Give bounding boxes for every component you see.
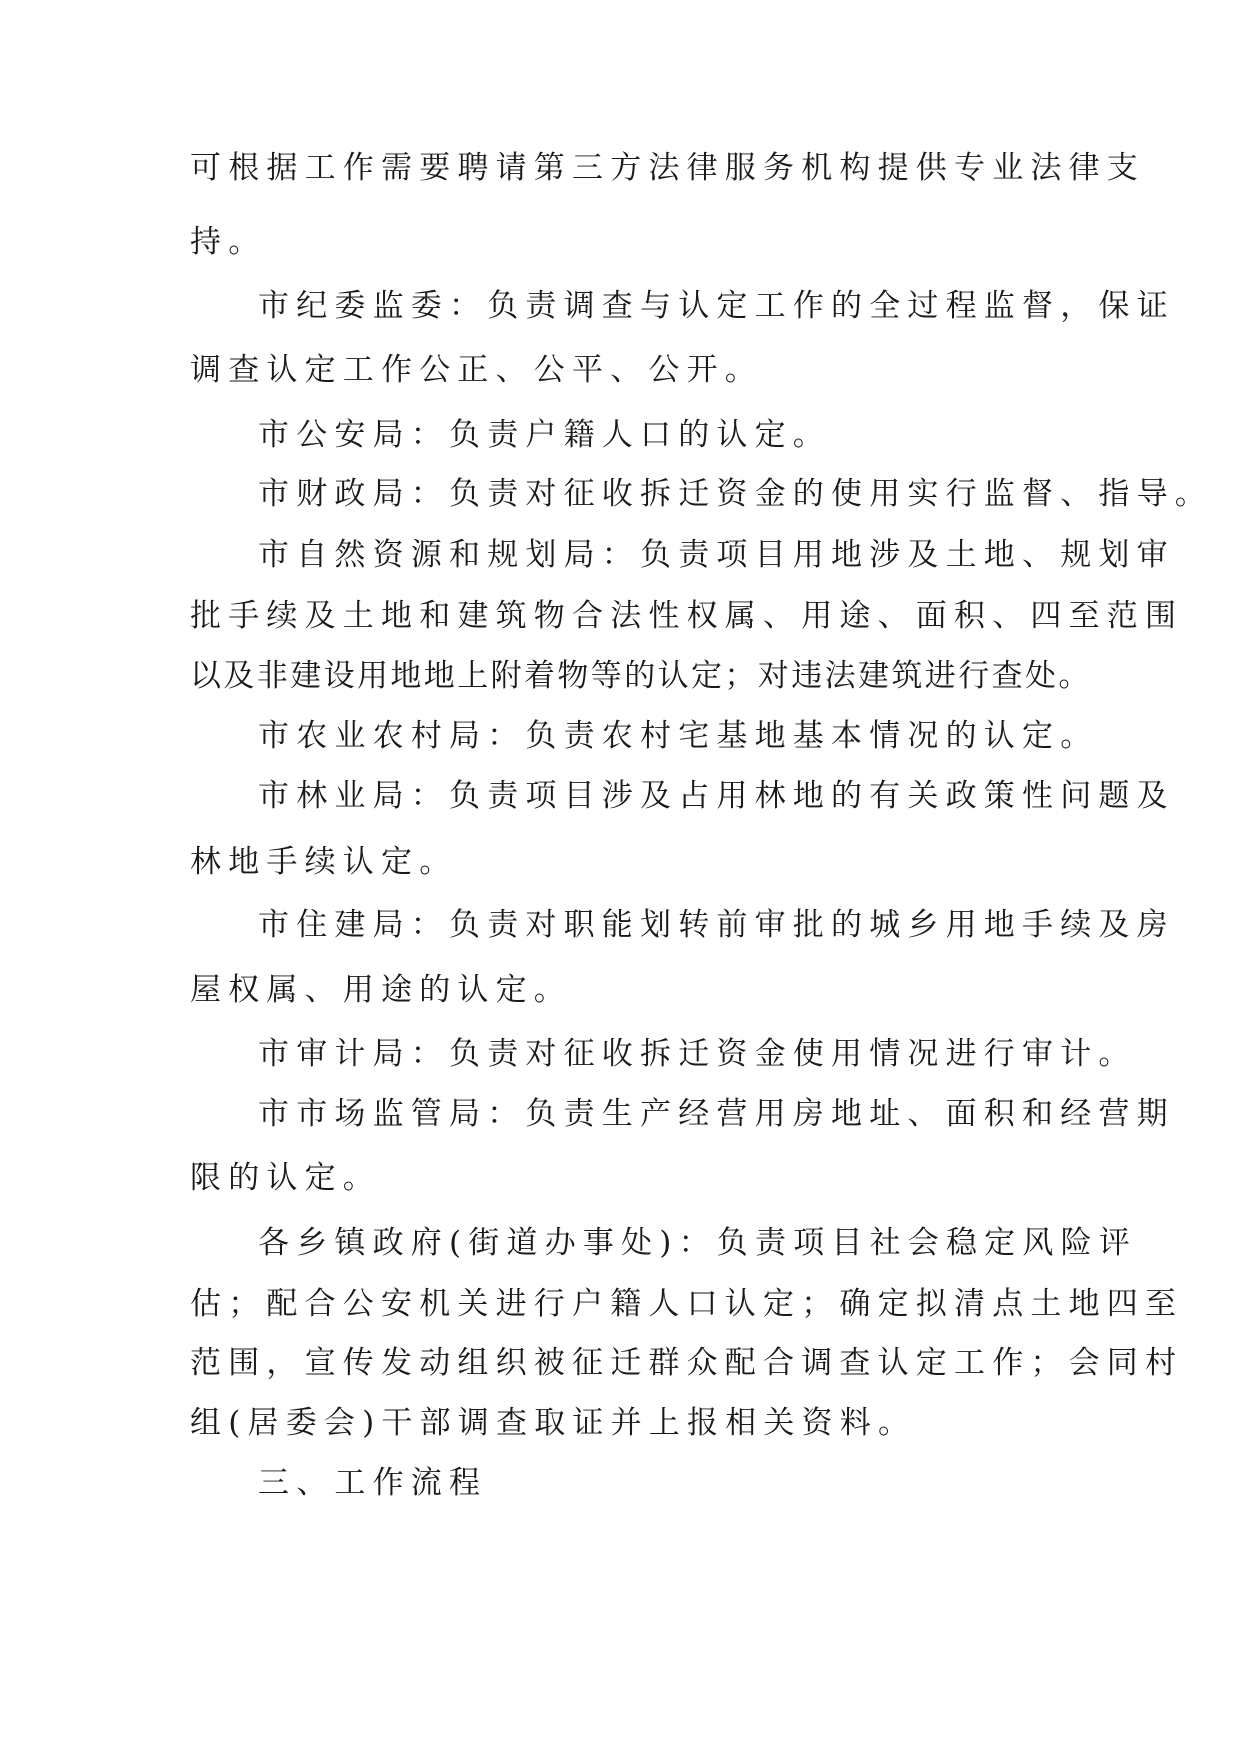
text-line: 市林业局：负责项目涉及占用林地的有关政策性问题及 <box>258 778 1175 814</box>
text-line: 林地手续认定。 <box>190 844 458 880</box>
text-line: 批手续及土地和建筑物合法性权属、用途、面积、四至范围 <box>190 598 1184 634</box>
text-line: 市公安局：负责户籍人口的认定。 <box>258 417 831 453</box>
text-line: 屋权属、用途的认定。 <box>190 972 572 1008</box>
text-line: 市市场监管局：负责生产经营用房地址、面积和经营期 <box>258 1096 1175 1132</box>
text-line: 市财政局：负责对征收拆迁资金的使用实行监督、指导。 <box>258 476 1213 512</box>
text-line: 市住建局：负责对职能划转前审批的城乡用地手续及房 <box>258 907 1175 943</box>
text-line: 限的认定。 <box>190 1160 381 1196</box>
text-line: 调查认定工作公正、公平、公开。 <box>190 352 763 388</box>
text-line: 可根据工作需要聘请第三方法律服务机构提供专业法律支 <box>190 150 1145 186</box>
text-line: 各乡镇政府(街道办事处)：负责项目社会稳定风险评 <box>258 1225 1137 1261</box>
text-line: 持。 <box>190 224 267 260</box>
text-line: 组(居委会)干部调查取证并上报相关资料。 <box>190 1405 917 1441</box>
text-line: 市农业农村局：负责农村宅基地基本情况的认定。 <box>258 718 1099 754</box>
section-heading: 三、工作流程 <box>258 1465 488 1501</box>
text-line: 范围，宣传发动组织被征迁群众配合调查认定工作；会同村 <box>190 1345 1184 1381</box>
text-line: 市自然资源和规划局：负责项目用地涉及土地、规划审 <box>258 537 1175 573</box>
text-line: 以及非建设用地地上附着物等的认定；对违法建筑进行查处。 <box>190 658 1092 694</box>
text-line: 市纪委监委：负责调查与认定工作的全过程监督，保证 <box>258 288 1175 324</box>
text-line: 市审计局：负责对征收拆迁资金使用情况进行审计。 <box>258 1036 1137 1072</box>
text-line: 估；配合公安机关进行户籍人口认定；确定拟清点土地四至 <box>190 1286 1184 1322</box>
